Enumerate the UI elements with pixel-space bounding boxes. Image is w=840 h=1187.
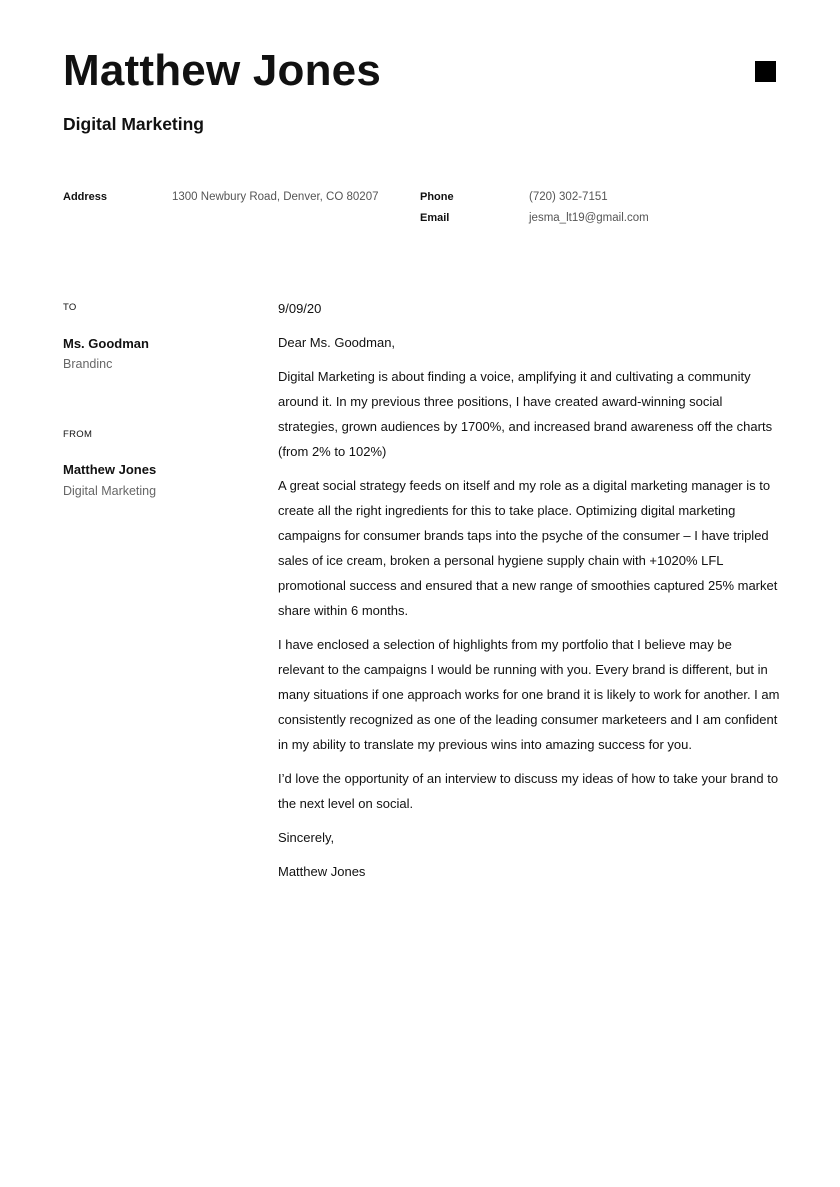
- email-label: Email: [420, 212, 450, 224]
- address-value: 1300 Newbury Road, Denver, CO 80207: [172, 191, 379, 203]
- recipient-name: Ms. Goodman: [63, 336, 149, 351]
- letter-body: [278, 296, 781, 893]
- email-value: jesma_lt19@gmail.com: [529, 212, 649, 224]
- letter-closing: Sincerely,: [278, 830, 335, 845]
- to-label: TO: [63, 302, 77, 313]
- applicant-title: Digital Marketing: [63, 114, 204, 134]
- recipient-company: Brandinc: [63, 357, 113, 371]
- phone-label: Phone: [420, 191, 454, 203]
- letter-signature: Matthew Jones: [278, 864, 366, 879]
- letter-paragraph: Digital Marketing is about finding a voice, amplifying it and cultivating a community around it. In my previous three positions, I have created award-winning social strategies, grown audiences by 1700%, and increased brand awareness off the charts (from 2% to 102%): [278, 369, 773, 459]
- letter-paragraph: A great social strategy feeds on itself and my role as a digital marketing manager is to create all the right ingredients for this to take place. Optimizing digital marketing campaigns for consumer brands taps into the psyche of the consumer – I have tripled sales of ice cream, broken a personal hygiene supply chain with +1020% LFL promotional success and ensured that a new range of smoothies captured 25% market share within 6 months.: [278, 478, 778, 618]
- decorative-square: [755, 61, 776, 82]
- applicant-name: Matthew Jones: [63, 46, 381, 95]
- letter-date: 9/09/20: [278, 301, 322, 316]
- sender-name: Matthew Jones: [63, 462, 157, 477]
- letter-paragraph: I have enclosed a selection of highlights from my portfolio that I believe may be relevant to the campaigns I would be running with you. Every brand is different, but in many situations if one approach works for one brand it is likely to work for another. I am consistently recognized as one of the leading consumer marketeers and I am confident in my ability to translate my previous wins into amazing success for you.: [278, 637, 780, 752]
- sender-title: Digital Marketing: [63, 484, 157, 498]
- letter-paragraph: I’d love the opportunity of an interview to discuss my ideas of how to take your brand to the next level on social.: [278, 771, 779, 811]
- from-label: FROM: [63, 429, 93, 440]
- address-label: Address: [63, 191, 108, 203]
- letter-salutation: Dear Ms. Goodman,: [278, 335, 396, 350]
- phone-value: (720) 302-7151: [529, 191, 608, 203]
